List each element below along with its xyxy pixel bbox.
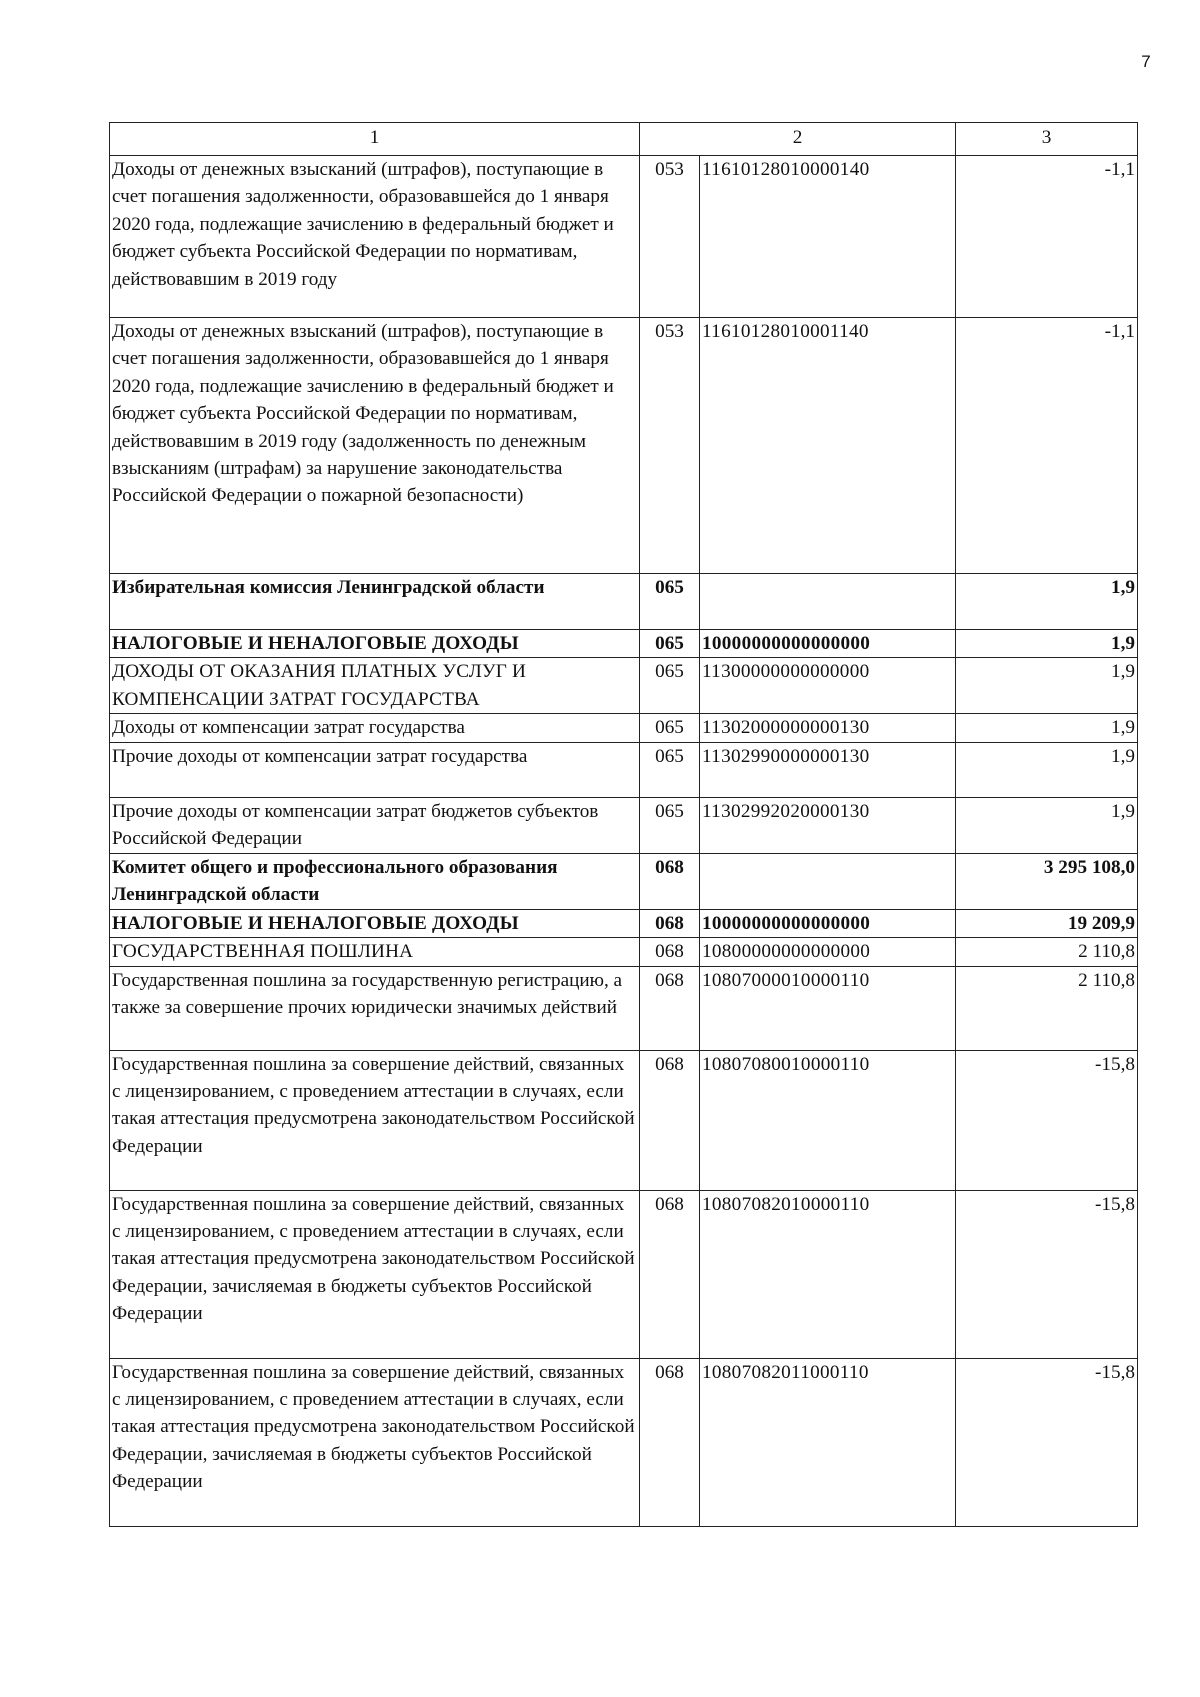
- table-row: [110, 1190, 1138, 1358]
- row-admin-code: 065: [640, 742, 700, 797]
- row-classification-code: 11302992020000130: [700, 797, 956, 853]
- row-name: Государственная пошлина за совершение действий, связанных с лицензированием, с проведением аттестации в случаях, если такая аттестация предусмотрена законодательством Российской Федерации: [110, 1050, 640, 1190]
- row-classification-code: 10807000010000110: [700, 966, 956, 1050]
- row-amount: 1,9: [956, 658, 1138, 714]
- row-admin-code: 065: [640, 658, 700, 714]
- row-name: НАЛОГОВЫЕ И НЕНАЛОГОВЫЕ ДОХОДЫ: [110, 630, 640, 658]
- table-row: [110, 658, 1138, 714]
- row-name: Избирательная комиссия Ленинградской области: [110, 574, 640, 630]
- table-row: [110, 853, 1138, 909]
- table-row: [110, 1050, 1138, 1190]
- table-row: [110, 797, 1138, 853]
- row-amount: 1,9: [956, 630, 1138, 658]
- row-admin-code: 065: [640, 574, 700, 630]
- row-classification-code: 11302000000000130: [700, 714, 956, 742]
- table-row: [110, 938, 1138, 966]
- table-row: [110, 966, 1138, 1050]
- row-name: Прочие доходы от компенсации затрат государства: [110, 742, 640, 797]
- row-name: НАЛОГОВЫЕ И НЕНАЛОГОВЫЕ ДОХОДЫ: [110, 909, 640, 937]
- row-name: Государственная пошлина за совершение действий, связанных с лицензированием, с проведением аттестации в случаях, если такая аттестация предусмотрена законодательством Российской Федерации, зачисляемая в бюджеты субъектов Российской Федерации: [110, 1190, 640, 1358]
- table-row: [110, 714, 1138, 742]
- row-admin-code: 068: [640, 1050, 700, 1190]
- row-admin-code: 068: [640, 909, 700, 937]
- row-name: Прочие доходы от компенсации затрат бюджетов субъектов Российской Федерации: [110, 797, 640, 853]
- row-amount: -15,8: [956, 1190, 1138, 1358]
- row-admin-code: 065: [640, 714, 700, 742]
- row-name: Доходы от компенсации затрат государства: [110, 714, 640, 742]
- row-amount: 1,9: [956, 574, 1138, 630]
- row-name: Комитет общего и профессионального образования Ленинградской области: [110, 853, 640, 909]
- row-classification-code: 10000000000000000: [700, 909, 956, 937]
- row-classification-code: 10800000000000000: [700, 938, 956, 966]
- row-classification-code: [700, 574, 956, 630]
- row-admin-code: 068: [640, 1358, 700, 1526]
- revenue-table: [109, 122, 1138, 1527]
- page-number: 7: [1141, 52, 1151, 71]
- row-admin-code: 053: [640, 156, 700, 318]
- column-header-3: 3: [956, 123, 1138, 156]
- table-row: [110, 156, 1138, 318]
- row-amount: 3 295 108,0: [956, 853, 1138, 909]
- column-header-1: 1: [110, 123, 640, 156]
- row-classification-code: [700, 853, 956, 909]
- row-classification-code: 11610128010001140: [700, 318, 956, 574]
- row-amount: 1,9: [956, 797, 1138, 853]
- row-amount: -1,1: [956, 156, 1138, 318]
- row-admin-code: 068: [640, 1190, 700, 1358]
- table-header-row: [110, 123, 1138, 156]
- table-row: [110, 742, 1138, 797]
- row-admin-code: 068: [640, 853, 700, 909]
- table-row: [110, 1358, 1138, 1526]
- table-row: [110, 909, 1138, 937]
- row-admin-code: 053: [640, 318, 700, 574]
- row-name: Доходы от денежных взысканий (штрафов), поступающие в счет погашения задолженности, образовавшейся до 1 января 2020 года, подлежащие зачислению в федеральный бюджет и бюджет субъекта Российской Федерации по нормативам, действовавшим в 2019 году: [110, 156, 640, 318]
- row-name: ДОХОДЫ ОТ ОКАЗАНИЯ ПЛАТНЫХ УСЛУГ И КОМПЕНСАЦИИ ЗАТРАТ ГОСУДАРСТВА: [110, 658, 640, 714]
- row-amount: 19 209,9: [956, 909, 1138, 937]
- row-name: Доходы от денежных взысканий (штрафов), поступающие в счет погашения задолженности, образовавшейся до 1 января 2020 года, подлежащие зачислению в федеральный бюджет и бюджет субъекта Российской Федерации по нормативам, действовавшим в 2019 году (задолженность по денежным взысканиям (штрафам) за нарушение законодательства Российской Федерации о пожарной безопасности): [110, 318, 640, 574]
- row-classification-code: 11302990000000130: [700, 742, 956, 797]
- row-name: Государственная пошлина за совершение действий, связанных с лицензированием, с проведением аттестации в случаях, если такая аттестация предусмотрена законодательством Российской Федерации, зачисляемая в бюджеты субъектов Российской Федерации: [110, 1358, 640, 1526]
- row-classification-code: 10807082010000110: [700, 1190, 956, 1358]
- row-amount: -1,1: [956, 318, 1138, 574]
- row-name: Государственная пошлина за государственную регистрацию, а также за совершение прочих юридически значимых действий: [110, 966, 640, 1050]
- row-amount: -15,8: [956, 1050, 1138, 1190]
- row-amount: 2 110,8: [956, 966, 1138, 1050]
- row-admin-code: 068: [640, 938, 700, 966]
- row-admin-code: 065: [640, 797, 700, 853]
- row-amount: 2 110,8: [956, 938, 1138, 966]
- row-amount: 1,9: [956, 714, 1138, 742]
- row-admin-code: 065: [640, 630, 700, 658]
- table-row: [110, 318, 1138, 574]
- table-row: [110, 574, 1138, 630]
- row-amount: 1,9: [956, 742, 1138, 797]
- row-admin-code: 068: [640, 966, 700, 1050]
- row-amount: -15,8: [956, 1358, 1138, 1526]
- row-classification-code: 10807082011000110: [700, 1358, 956, 1526]
- row-classification-code: 10807080010000110: [700, 1050, 956, 1190]
- table-row: [110, 630, 1138, 658]
- row-name: ГОСУДАРСТВЕННАЯ ПОШЛИНА: [110, 938, 640, 966]
- column-header-2: 2: [640, 123, 956, 156]
- row-classification-code: 11610128010000140: [700, 156, 956, 318]
- row-classification-code: 11300000000000000: [700, 658, 956, 714]
- row-classification-code: 10000000000000000: [700, 630, 956, 658]
